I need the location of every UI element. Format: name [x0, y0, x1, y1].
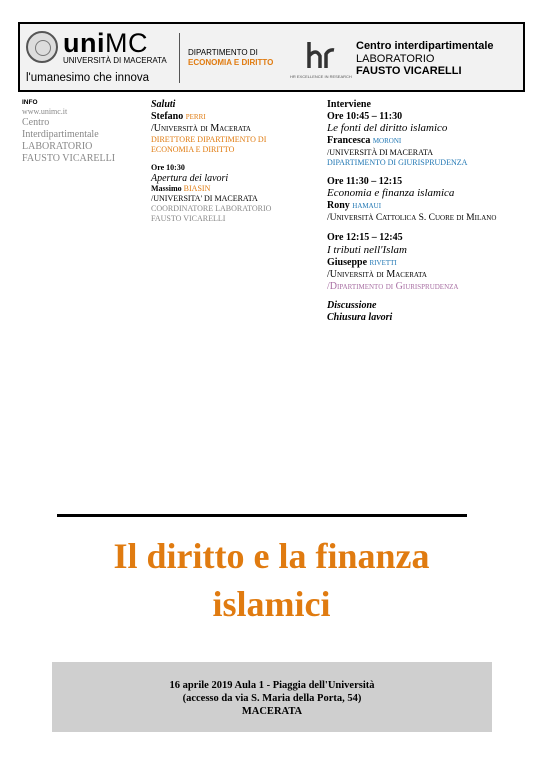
venue-footer [52, 662, 492, 732]
speaker-perri [151, 111, 321, 124]
logo-subtitle: UNIVERSITÀ DI MACERATA [63, 56, 167, 65]
saluti-column [151, 99, 321, 224]
speaker-role: DIRETTORE DIPARTIMENTO DI [151, 134, 267, 144]
title-line1: Il diritto e la finanza [113, 536, 430, 576]
speaker-biasin [151, 184, 321, 194]
discussione-label: Discussione [327, 300, 377, 311]
speaker-role: COORDINATORE LABORATORIO [151, 204, 272, 213]
info-line4: FAUSTO VICARELLI [22, 153, 116, 164]
logo-mc: MC [105, 28, 148, 58]
info-line1: Centro [22, 117, 50, 128]
speaker-last: MORONI [372, 137, 402, 145]
info-line3: LABORATORIO [22, 141, 93, 152]
tagline: l'umanesimo che innova [26, 72, 150, 84]
speaker-role: FAUSTO VICARELLI [151, 214, 226, 223]
speaker-role: ECONOMIA E DIRITTO [151, 144, 235, 154]
session-title: Le fonti del diritto islamico [327, 122, 448, 134]
footer-city: MACERATA [241, 706, 303, 717]
speaker-last: RIVETTI [369, 258, 397, 267]
speaker-last: HAMAUI [352, 202, 382, 210]
speaker-last: BIASIN [183, 184, 211, 193]
speaker-affil: /UNIVERSITA' DI MACERATA [151, 194, 258, 203]
unimc-logo [63, 30, 148, 57]
centro-line1: Centro interdipartimentale [356, 40, 494, 52]
session-time: Ore 11:30 – 12:15 [327, 175, 403, 187]
speaker-hamaui [327, 200, 537, 213]
speaker-rivetti [327, 257, 537, 270]
speaker-affil: /Università di Macerata [327, 269, 427, 280]
chiusura-label: Chiusura lavori [327, 311, 393, 323]
centro-line3: FAUSTO VICARELLI [356, 65, 462, 77]
header-banner [18, 22, 525, 92]
event-main-title [30, 532, 513, 628]
speaker-affil: /Università Cattolica S. Cuore di Milano [327, 212, 497, 223]
info-line2: Interdipartimentale [22, 129, 99, 140]
speaker-affil: /Università di Macerata [151, 123, 251, 134]
header-divider [179, 33, 180, 83]
centro-label [356, 40, 494, 78]
footer-date-venue: 16 aprile 2019 Aula 1 - Piaggia dell'Università [169, 680, 375, 691]
speaker-first: Giuseppe [327, 256, 368, 268]
speaker-first: Rony [327, 200, 350, 211]
session-title: Economia e finanza islamica [327, 187, 455, 199]
university-seal-icon [26, 31, 58, 63]
info-column [22, 99, 132, 165]
dept-line1: DIPARTIMENTO DI [188, 48, 258, 57]
hr-subtitle: HR EXCELLENCE IN RESEARCH [290, 74, 352, 79]
speaker-last: PERRI [185, 112, 206, 121]
speaker-first: Massimo [151, 184, 182, 193]
hr-excellence-icon [306, 40, 336, 70]
centro-line2: LABORATORIO [356, 52, 435, 65]
title-divider [57, 514, 467, 517]
programma-column [327, 99, 537, 323]
info-label: INFO [22, 99, 38, 106]
time-label: Ore 10:30 [151, 162, 185, 172]
speaker-moroni [327, 135, 537, 148]
speaker-first: Stefano [151, 110, 184, 122]
speaker-dept: /Dipartimento di Giurisprudenza [327, 280, 459, 292]
event-title: Apertura dei lavori [151, 172, 229, 184]
title-line2: islamici [212, 584, 331, 624]
footer-access: (accesso da via S. Maria della Porta, 54) [182, 693, 362, 704]
logo-uni: uni [63, 28, 105, 58]
dept-line2: ECONOMIA E DIRITTO [188, 58, 274, 67]
speaker-first: Francesca [327, 135, 371, 146]
interviene-heading: Interviene [327, 99, 371, 110]
session-time: Ore 10:45 – 11:30 [327, 110, 403, 122]
info-url[interactable]: www.unimc.it [22, 107, 68, 116]
session-title: I tributi nell'Islam [327, 243, 407, 256]
session-time: Ore 12:15 – 12:45 [327, 232, 403, 243]
saluti-heading: Saluti [151, 99, 176, 110]
speaker-affil: /UNIVERSITÀ DI MACERATA [327, 147, 434, 157]
department-label [188, 48, 273, 68]
speaker-dept: DIPARTIMENTO DI GIURISPRUDENZA [327, 157, 468, 167]
